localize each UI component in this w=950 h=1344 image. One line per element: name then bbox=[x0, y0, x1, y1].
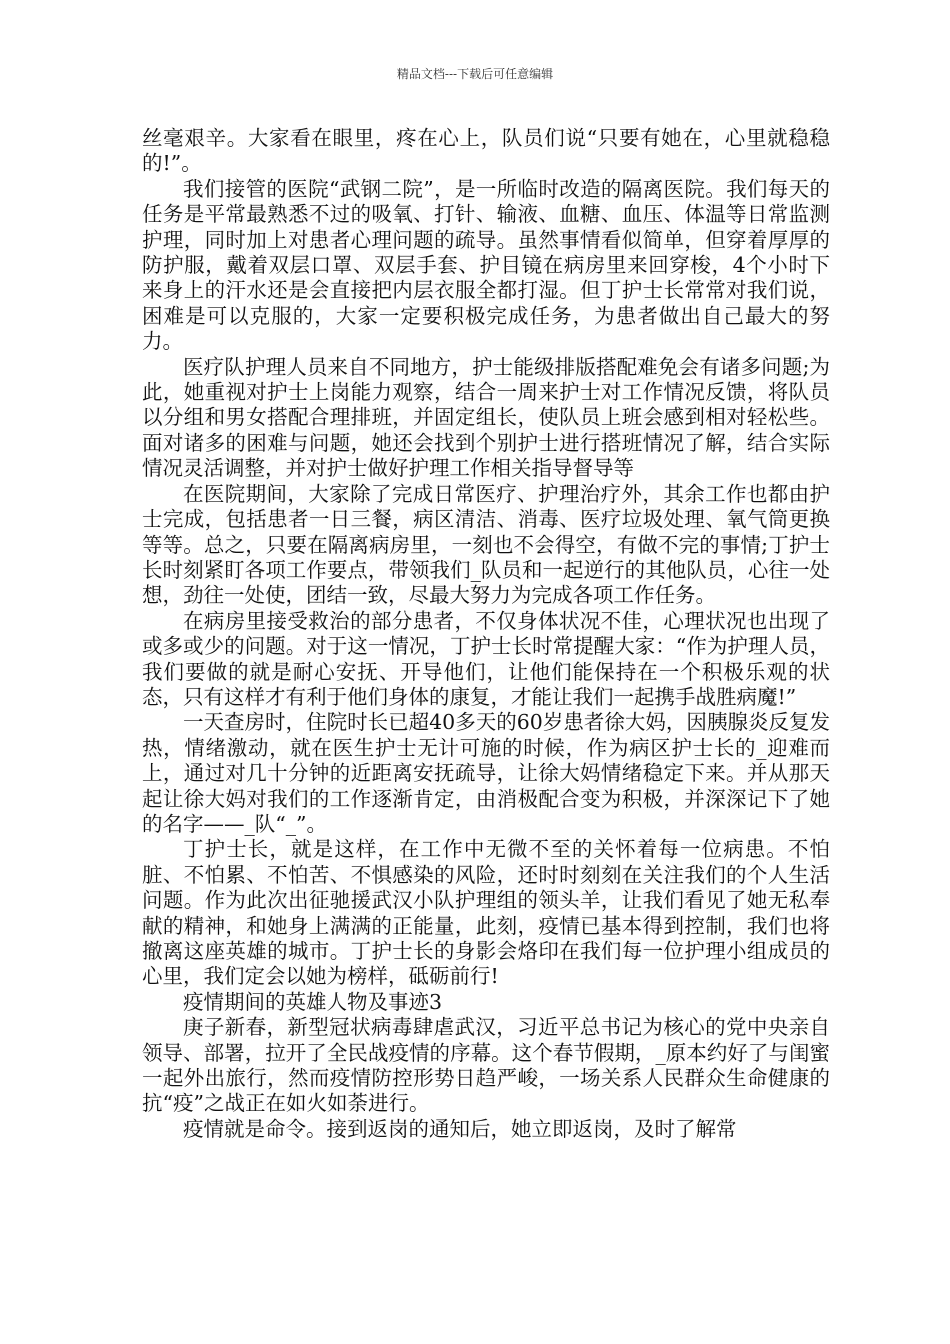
paragraph-9: 疫情就是命令。接到返岗的通知后，她立即返岗，及时了解常 bbox=[183, 1116, 737, 1141]
section-heading: 疫情期间的英雄人物及事迹3 bbox=[183, 989, 443, 1014]
page-header: 精品文档---下载后可任意编辑 bbox=[396, 67, 554, 81]
paragraph-1: 丝毫艰辛。大家看在眼里，疼在心上，队员们说“只要有她在，心里就稳稳的!”。 bbox=[142, 126, 830, 176]
paragraph-8: 庚子新春，新型冠状病毒肆虐武汉，习近平总书记为核心的党中央亲自领导、部署，拉开了全民战疫情的序幕。这个春节假期，_原本约好了与闺蜜一起外出旅行，然而疫情防控形势日趋严峻，一场关系人民群众生命健康的抗“疫”之战正在如火如荼进行。 bbox=[142, 1015, 830, 1116]
paragraph-3: 医疗队护理人员来自不同地方，护士能级排版搭配难免会有诸多问题;为此，她重视对护士上岗能力观察，结合一周来护士对工作情况反馈，将队员以分组和男女搭配合理排班，并固定组长，使队员上班会感到相对轻松些。面对诸多的困难与问题，她还会找到个别护士进行搭班情况了解，结合实际情况灵活调整，并对护士做好护理工作相关指导督导等 bbox=[142, 354, 830, 481]
paragraph-5: 在病房里接受救治的部分患者，不仅身体状况不佳，心理状况也出现了或多或少的问题。对于这一情况，丁护士长时常提醒大家：“作为护理人员，我们要做的就是耐心安抚、开导他们，让他们能保持在一个积极乐观的状态，只有这样才有利于他们身体的康复，才能让我们一起携手战胜病魔!” bbox=[142, 608, 830, 709]
paragraph-4: 在医院期间，大家除了完成日常医疗、护理治疗外，其余工作也都由护士完成，包括患者一日三餐，病区清洁、消毒、医疗垃圾处理、氧气筒更换等等。总之，只要在隔离病房里，一刻也不会得空，有做不完的事情;丁护士长时刻紧盯各项工作要点，带领我们_队员和一起逆行的其他队员，心往一处想，劲往一处使，团结一致，尽最大努力为完成各项工作任务。 bbox=[142, 481, 830, 608]
paragraph-7: 丁护士长，就是这样，在工作中无微不至的关怀着每一位病患。不怕脏、不怕累、不怕苦、不惧感染的风险，还时时刻刻在关注我们的个人生活问题。作为此次出征驰援武汉小队护理组的领头羊，让我们看见了她无私奉献的精神，和她身上满满的正能量，此刻，疫情已基本得到控制，我们也将撤离这座英雄的城市。丁护士长的身影会烙印在我们每一位护理小组成员的心里，我们定会以她为榜样，砥砺前行! bbox=[142, 837, 830, 989]
paragraph-2: 我们接管的医院“武钢二院”，是一所临时改造的隔离医院。我们每天的任务是平常最熟悉不过的吸氧、打针、输液、血糖、血压、体温等日常监测护理，同时加上对患者心理问题的疏导。虽然事情看似简单，但穿着厚厚的防护服，戴着双层口罩、双层手套、护目镜在病房里来回穿梭，4个小时下来身上的汗水还是会直接把内层衣服全都打湿。但丁护士长常常对我们说，困难是可以克服的，大家一定要积极完成任务，为患者做出自己最大的努力。 bbox=[142, 176, 830, 354]
document-body bbox=[142, 126, 830, 1142]
paragraph-6: 一天查房时，住院时长已超40多天的60岁患者徐大妈，因胰腺炎反复发热，情绪激动，就在医生护士无计可施的时候，作为病区护士长的_迎难而上，通过对几十分钟的近距离安抚疏导，让徐大妈情绪稳定下来。并从那天起让徐大妈对我们的工作逐渐肯定，由消极配合变为积极，并深深记下了她的名字——_队“_”。 bbox=[142, 710, 830, 836]
